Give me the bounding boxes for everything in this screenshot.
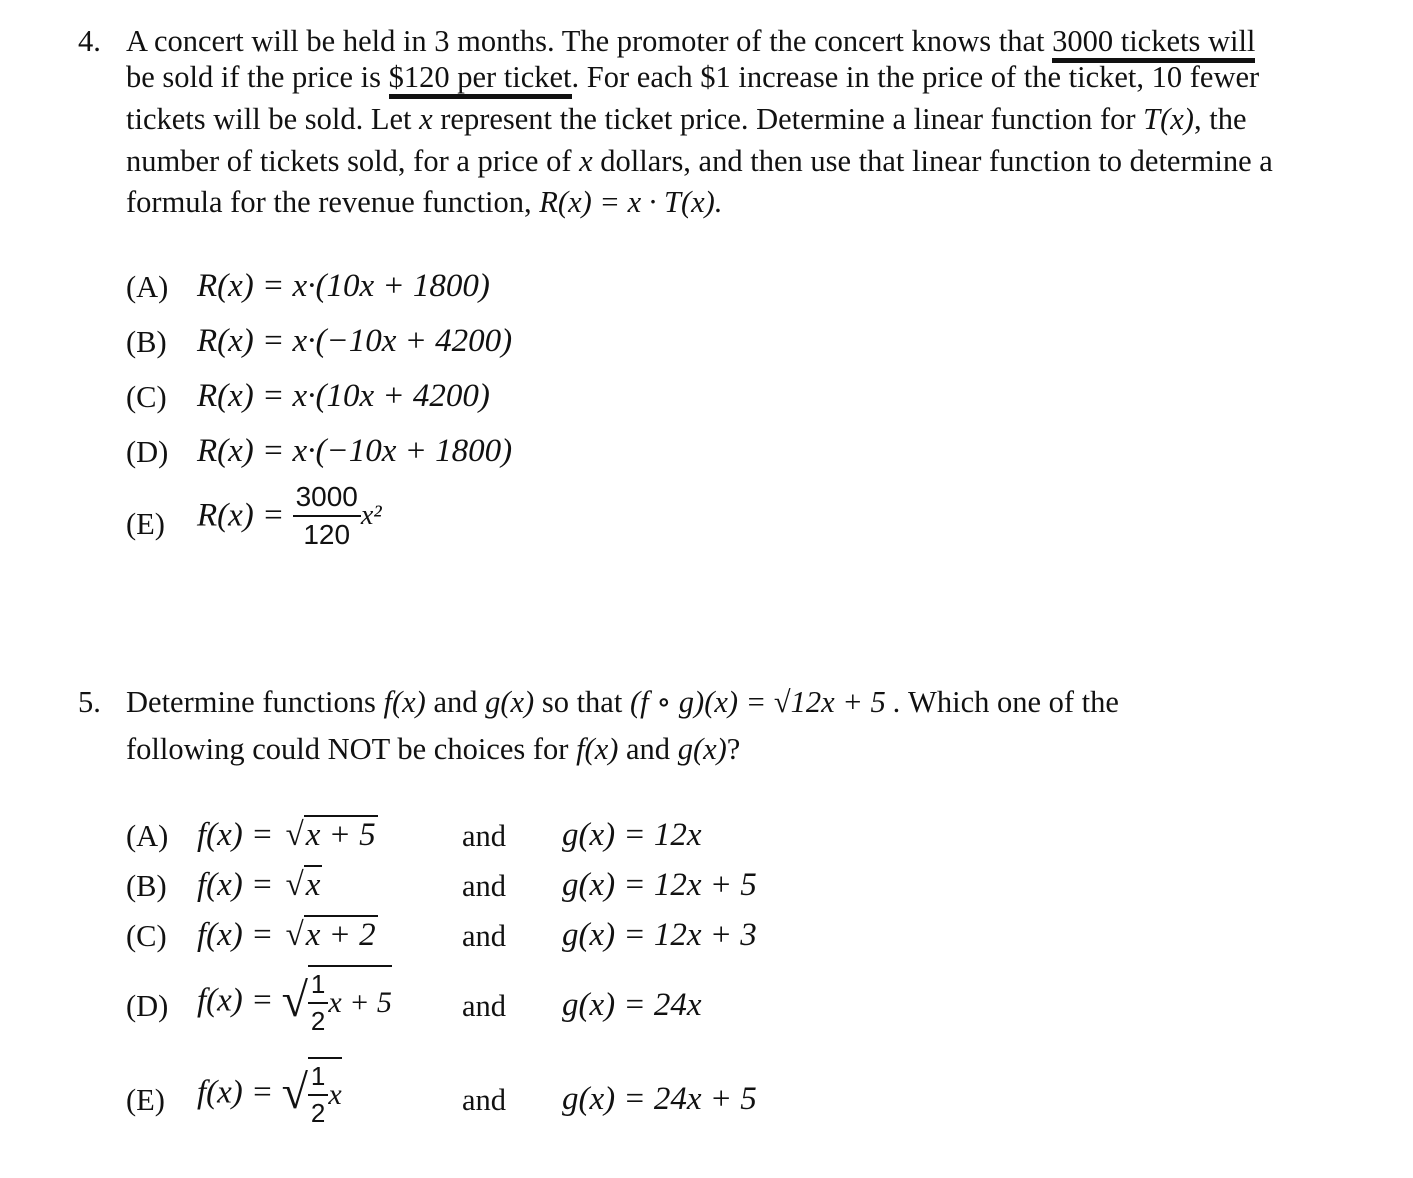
square-root: √ (281, 1066, 308, 1119)
math-inline: R(x) = x · T(x). (539, 185, 723, 219)
fraction: $\frac{3000}{120}$ (293, 481, 361, 551)
option-formula: R(x) = x·(−10x + 4200) (197, 323, 513, 359)
option-g-formula: g(x) = 12x + 3 (562, 917, 757, 953)
option-f-formula: f(x) = √x (197, 867, 321, 903)
option-f-formula: f(x) = √x + 2 (197, 917, 376, 953)
math-inline: g(x) (677, 732, 727, 766)
math-inline: f(x) (576, 732, 619, 766)
question-text-line: following could NOT be choices for f(x) and g(x)? (126, 732, 741, 766)
and-word: and (462, 919, 507, 953)
option-formula: R(x) = x·(10x + 1800) (197, 268, 490, 304)
option-f-formula: f(x) = √ $\frac{1}{2}$ x (197, 1057, 342, 1129)
underlined-text: 3000 tickets will (1052, 24, 1255, 63)
option-letter: (C) (126, 380, 167, 414)
question-number: 4. (78, 24, 101, 58)
question-text-line: be sold if the price is $120 per ticket. For each $1 increase in the price of the ticket, 10 fewer (126, 59, 1259, 95)
radicand: $\frac{1}{2}$ x + 5 (308, 965, 392, 1037)
math-inline: g(x) (485, 685, 535, 719)
question-text-line: A concert will be held in 3 months. The promoter of the concert knows that 3000 tickets will (126, 23, 1255, 59)
option-formula: R(x) = x·(−10x + 1800) (197, 433, 513, 469)
option-formula: R(x) = x·(10x + 4200) (197, 378, 490, 414)
question-text-line: formula for the revenue function, R(x) = x · T(x). (126, 185, 723, 219)
option-letter: (E) (126, 507, 165, 541)
math-inline: T(x) (1143, 102, 1194, 136)
and-word: and (462, 869, 507, 903)
option-g-formula: g(x) = 12x (562, 817, 702, 853)
question-text-line: number of tickets sold, for a price of x dollars, and then use that linear function to determine a (126, 144, 1273, 178)
radicand: $\frac{1}{2}$ x (308, 1057, 342, 1129)
math-inline: f(x) (383, 685, 426, 719)
option-g-formula: g(x) = 24x + 5 (562, 1081, 757, 1117)
and-word: and (462, 819, 507, 853)
and-word: and (462, 989, 507, 1023)
fraction: $\frac{1}{2}$ (308, 969, 328, 1037)
option-letter: (B) (126, 869, 167, 903)
option-letter: (C) (126, 919, 167, 953)
option-f-formula: f(x) = √ $\frac{1}{2}$ x + 5 (197, 965, 392, 1037)
square-root: √x + 2 (285, 917, 376, 953)
option-letter: (D) (126, 435, 169, 469)
fraction: $\frac{1}{2}$ (308, 1061, 328, 1129)
option-g-formula: g(x) = 24x (562, 987, 702, 1023)
option-formula: R(x) = $\frac{3000}{120}$ x² (197, 481, 382, 550)
option-letter: (A) (126, 819, 169, 853)
question-text-line: Determine functions f(x) and g(x) so that (f ∘ g)(x) = √12x + 5 . Which one of the (126, 685, 1119, 719)
option-g-formula: g(x) = 12x + 5 (562, 867, 757, 903)
question-text-line: tickets will be sold. Let x represent the ticket price. Determine a linear function for T(x), the (126, 102, 1247, 136)
square-root: √x + 5 (285, 817, 376, 853)
option-letter: (B) (126, 325, 167, 359)
option-letter: (E) (126, 1083, 165, 1117)
underlined-text: $120 per ticket (389, 60, 572, 99)
square-root: √x (285, 867, 321, 903)
option-letter: (D) (126, 989, 169, 1023)
square-root: √ (281, 974, 308, 1027)
question-number: 5. (78, 685, 101, 719)
option-letter: (A) (126, 270, 169, 304)
and-word: and (462, 1083, 507, 1117)
math-inline: (f ∘ g)(x) = √12x + 5 . (629, 685, 901, 719)
option-f-formula: f(x) = √x + 5 (197, 817, 376, 853)
